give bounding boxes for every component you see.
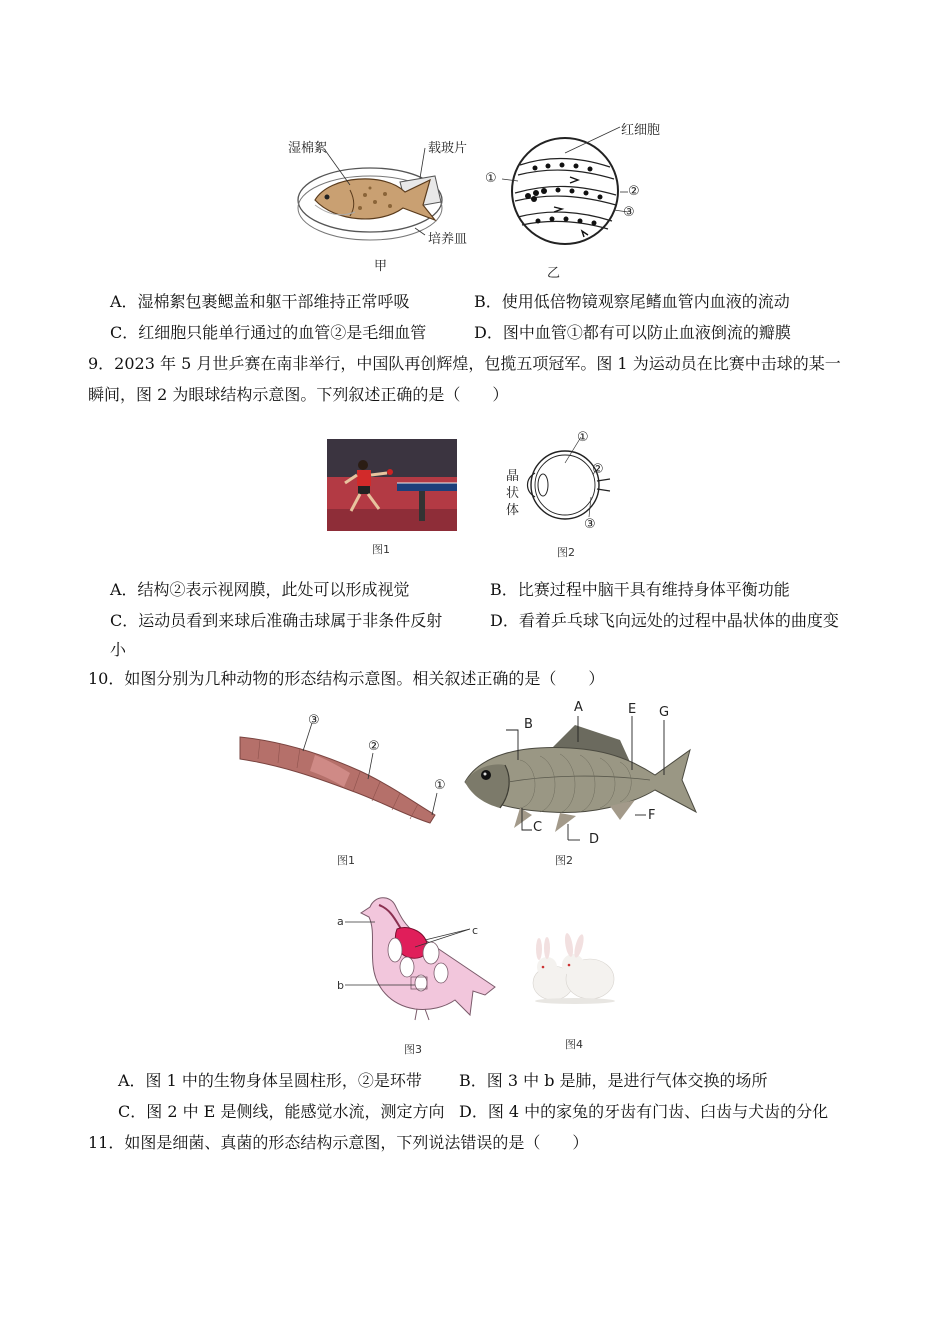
q9-stem-line1: 9．2023 年 5 月世乒赛在南非举行，中国队再创辉煌，包揽五项冠军。图 1 为运动员在比赛中击球的某一 bbox=[88, 354, 841, 373]
option-c: C．红细胞只能单行通过的血管②是毛细血管 bbox=[110, 323, 427, 342]
option-d: D．看着乒乓球飞向远处的过程中晶状体的曲度变 bbox=[490, 611, 839, 630]
q9-fig2-caption: 图2 bbox=[557, 546, 575, 559]
pigeon-diagram bbox=[345, 895, 500, 1020]
option-d: D．图中血管①都有可以防止血液倒流的瓣膜 bbox=[474, 323, 791, 342]
option-d-continued: 小 bbox=[110, 640, 127, 659]
worm-marker-1: ① bbox=[434, 778, 446, 793]
q10-stem: 10．如图分别为几种动物的形态结构示意图。相关叙述正确的是（ ） bbox=[88, 669, 605, 688]
option-a: A．湿棉絮包裹鳃盖和躯干部维持正常呼吸 bbox=[110, 292, 410, 311]
q10-fig1-caption: 图1 bbox=[337, 854, 355, 867]
q9-stem-line2: 瞬间，图 2 为眼球结构示意图。下列叙述正确的是（ ） bbox=[88, 385, 509, 404]
crucian-carp-photo bbox=[460, 720, 705, 835]
q11-stem: 11．如图是细菌、真菌的形态结构示意图，下列说法错误的是（ ） bbox=[88, 1133, 589, 1152]
eye-marker-1: ① bbox=[577, 430, 589, 445]
q10-fig2-caption: 图2 bbox=[555, 854, 573, 867]
caption-yi: 乙 bbox=[547, 266, 561, 281]
option-b: B．使用低倍物镜观察尾鳍血管内血液的流动 bbox=[474, 292, 790, 311]
label-petri-dish: 培养皿 bbox=[428, 232, 468, 247]
q9-fig1-caption: 图1 bbox=[372, 543, 390, 556]
caption-jia: 甲 bbox=[374, 259, 388, 274]
eye-marker-3: ③ bbox=[584, 517, 596, 532]
earthworm-photo bbox=[240, 715, 450, 830]
rabbits-photo bbox=[525, 935, 620, 1005]
label-lens-char1: 晶 bbox=[506, 469, 520, 484]
marker-1: ① bbox=[485, 171, 497, 186]
fish-label-e: E bbox=[628, 702, 637, 717]
eyeball-diagram bbox=[525, 445, 610, 525]
fish-label-a: A bbox=[574, 700, 583, 715]
marker-3: ③ bbox=[623, 205, 635, 220]
option-a: A．图 1 中的生物身体呈圆柱形，②是环带 bbox=[118, 1071, 422, 1090]
fish-label-g: G bbox=[659, 705, 670, 720]
microscope-blood-flow-drawing bbox=[510, 135, 620, 247]
marker-2: ② bbox=[628, 184, 640, 199]
label-lens-char3: 体 bbox=[506, 503, 520, 518]
q10-fig3-caption: 图3 bbox=[404, 1043, 422, 1056]
fish-label-d: D bbox=[589, 832, 600, 847]
option-b: B．图 3 中 b 是肺，是进行气体交换的场所 bbox=[459, 1071, 768, 1090]
fish-label-f: F bbox=[648, 808, 656, 823]
option-a: A．结构②表示视网膜，此处可以形成视觉 bbox=[110, 580, 410, 599]
fish-label-b: B bbox=[524, 717, 533, 732]
eye-marker-2: ② bbox=[592, 462, 604, 477]
option-d: D．图 4 中的家兔的牙齿有门齿、臼齿与犬齿的分化 bbox=[459, 1102, 829, 1121]
label-red-blood-cell: 红细胞 bbox=[621, 123, 661, 138]
bird-label-b: b bbox=[337, 979, 344, 992]
bird-label-a: a bbox=[337, 915, 344, 928]
option-c: C．图 2 中 E 是侧线，能感觉水流，测定方向 bbox=[118, 1102, 445, 1121]
label-lens-char2: 状 bbox=[506, 486, 520, 501]
worm-marker-3: ③ bbox=[308, 713, 320, 728]
label-glass-slide: 载玻片 bbox=[428, 141, 468, 156]
fish-label-c: C bbox=[533, 820, 543, 835]
table-tennis-photo bbox=[327, 439, 457, 531]
worm-marker-2: ② bbox=[368, 739, 380, 754]
option-b: B．比赛过程中脑干具有维持身体平衡功能 bbox=[490, 580, 790, 599]
bird-label-c: c bbox=[472, 924, 479, 937]
q10-fig4-caption: 图4 bbox=[565, 1038, 583, 1051]
option-c: C．运动员看到来球后准确击球属于非条件反射 bbox=[110, 611, 443, 630]
label-wet-cotton: 湿棉絮 bbox=[288, 141, 328, 156]
